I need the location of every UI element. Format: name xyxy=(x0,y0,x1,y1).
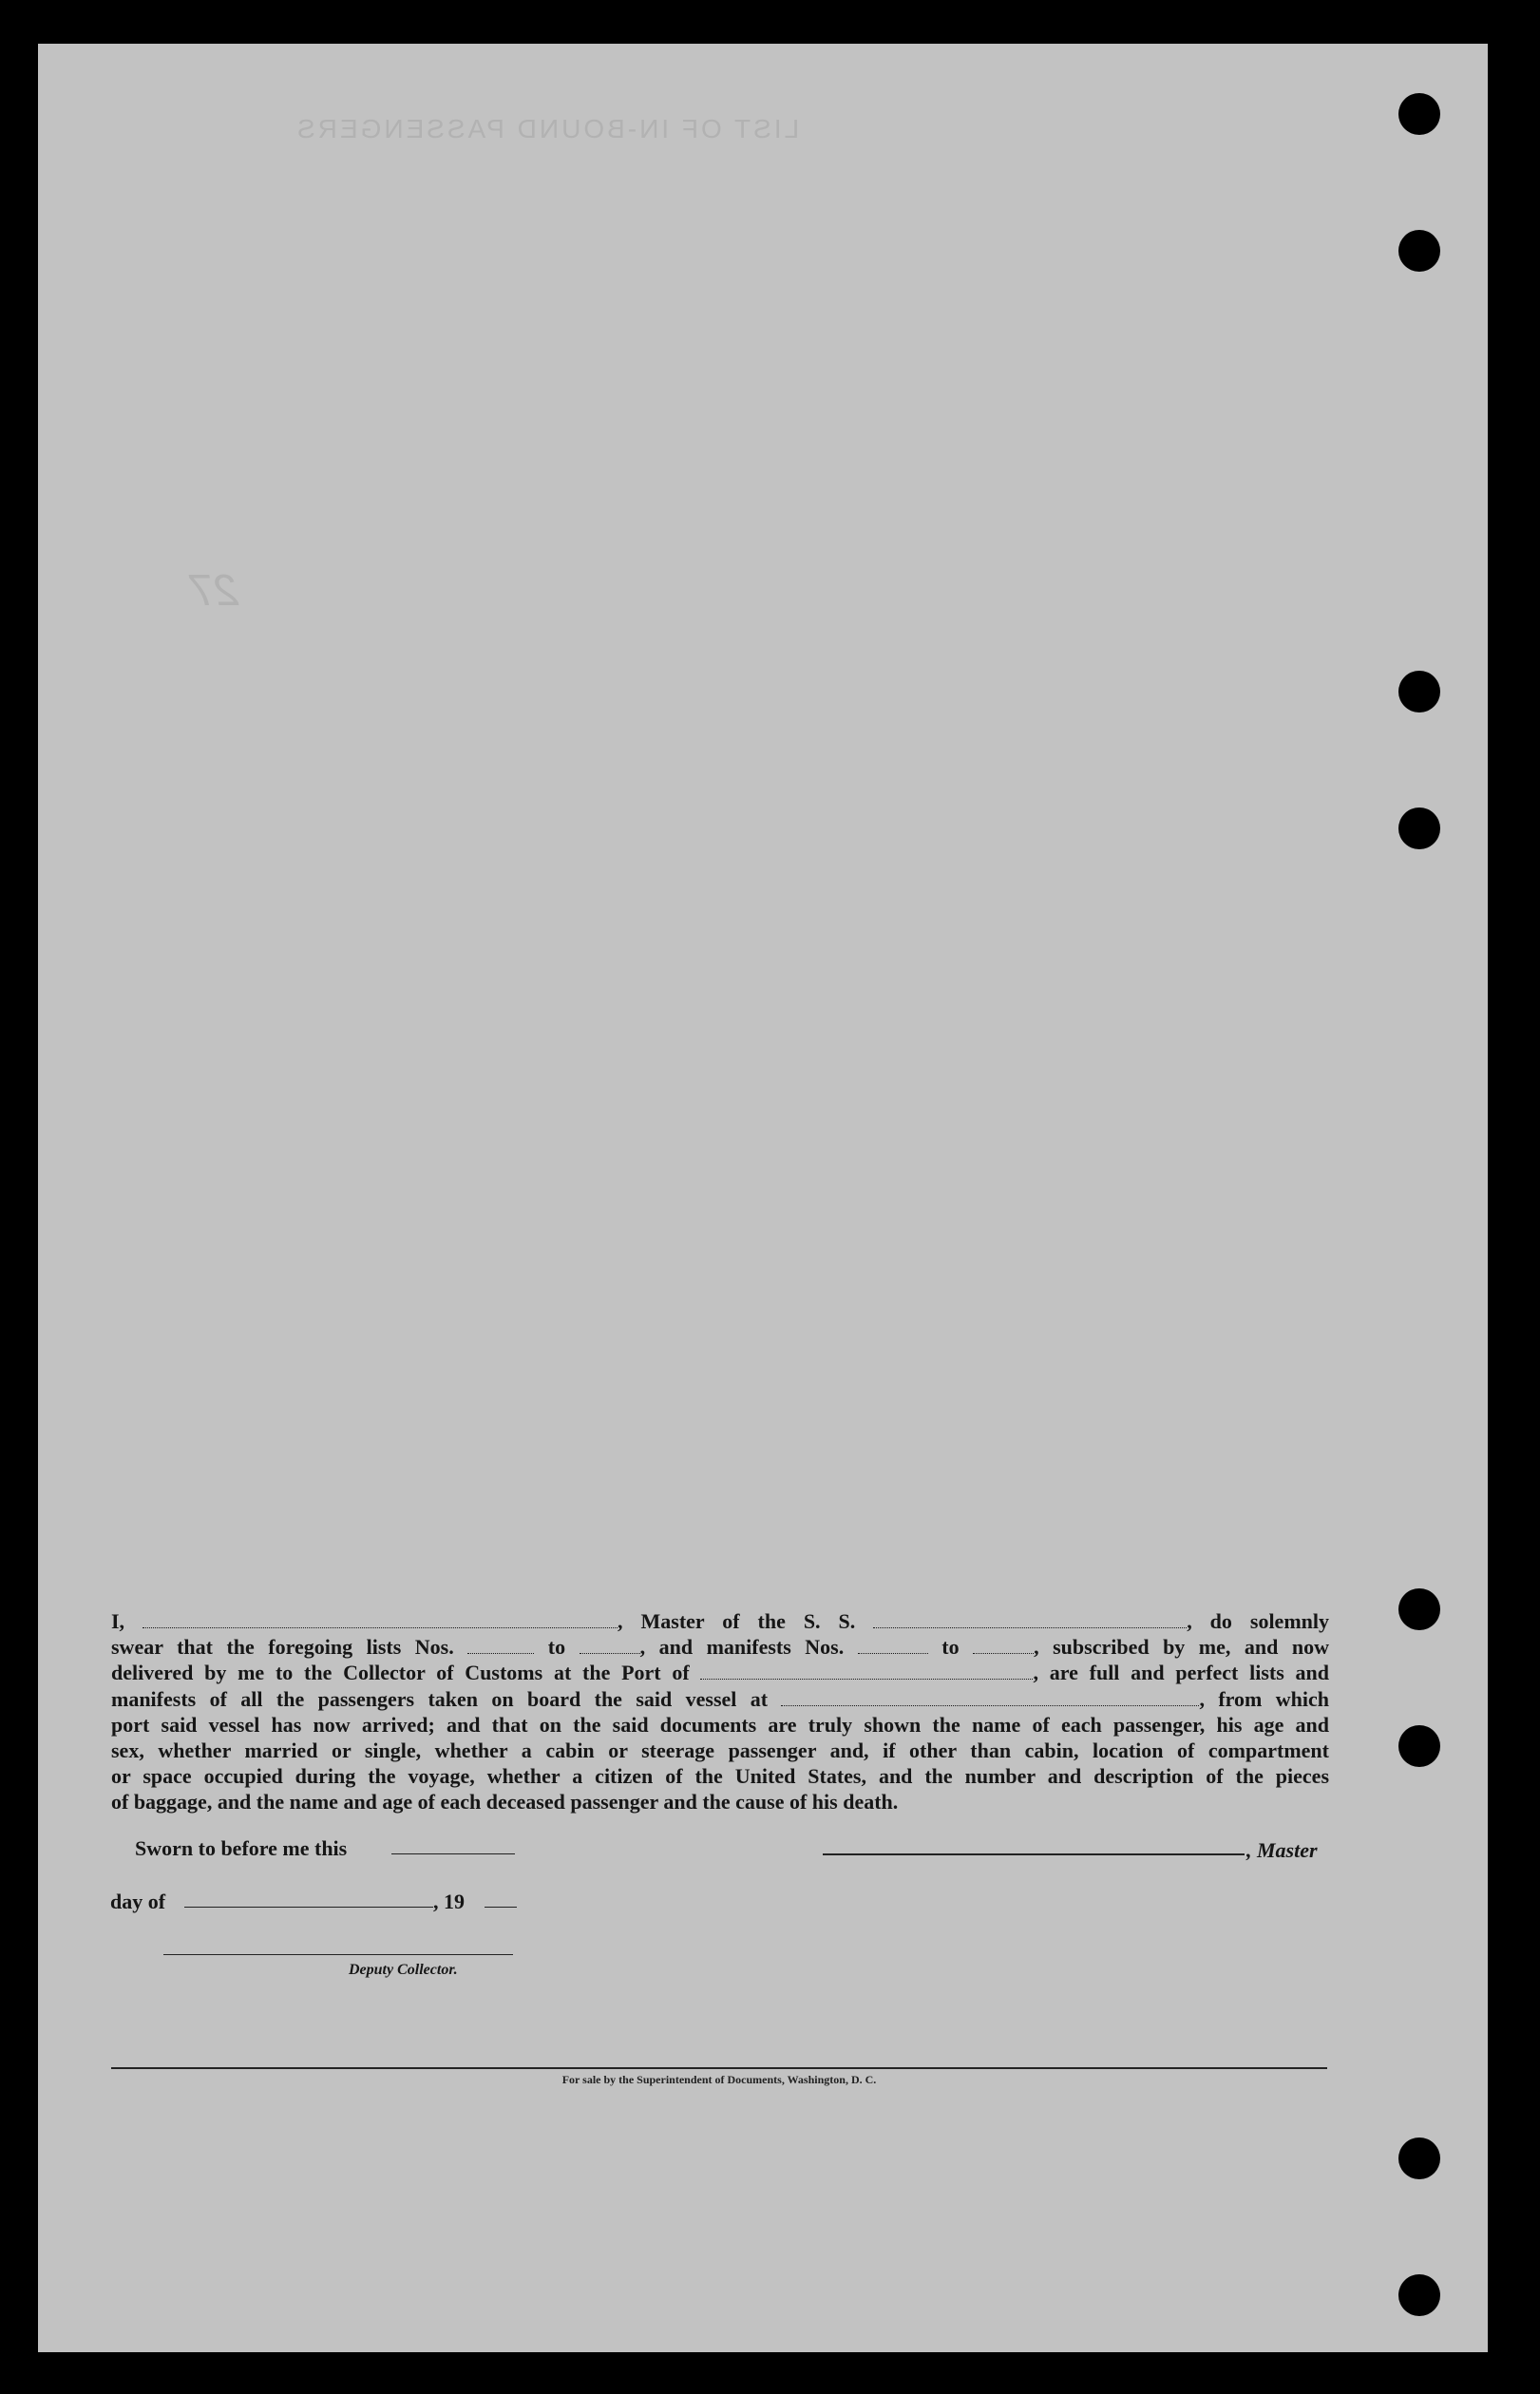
embarkation-blank xyxy=(781,1691,1199,1706)
oath-line-2: swear that the foregoing lists Nos. to , and manifests Nos. to , subscribed by me, and now xyxy=(111,1635,1330,1660)
punch-hole-1 xyxy=(1398,93,1440,135)
master-signature-line xyxy=(823,1853,1245,1855)
oath-line-4: manifests of all the passengers taken on board the said vessel at , from which xyxy=(111,1686,1329,1711)
vessel-name-blank xyxy=(873,1613,1187,1628)
document-page xyxy=(38,44,1488,2352)
year-line xyxy=(485,1907,517,1908)
year-label: , 19 xyxy=(433,1890,465,1913)
deputy-signature-line xyxy=(163,1954,513,1955)
oath-paragraph xyxy=(111,1608,1329,1815)
manifests-from-blank xyxy=(858,1639,928,1654)
month-line xyxy=(184,1907,433,1908)
deputy-collector-label: Deputy Collector. xyxy=(349,1962,458,1978)
punch-hole-2 xyxy=(1398,230,1440,272)
lists-from-blank xyxy=(467,1639,534,1654)
port-blank xyxy=(700,1664,1033,1680)
oath-line-5: port said vessel has now arrived; and that on the said documents are truly shown the name of each passenger, his age and xyxy=(111,1712,1329,1737)
master-label: , Master xyxy=(1246,1838,1318,1862)
footer-imprint: For sale by the Superintendent of Documents, Washington, D. C. xyxy=(561,2073,877,2086)
oath-line-8: of baggage, and the name and age of each deceased passenger and the cause of his death. xyxy=(111,1790,899,1814)
punch-hole-3 xyxy=(1398,671,1440,712)
oath-line-7: or space occupied during the voyage, whether a citizen of the United States, and the number and description of the pieces xyxy=(111,1764,1329,1789)
show-through-page-number: 27 xyxy=(190,565,239,615)
oath-line-1: I, , Master of the S. S. , do solemnly xyxy=(111,1609,1329,1633)
lists-to-blank xyxy=(580,1639,640,1654)
sworn-day-line xyxy=(391,1853,515,1854)
sworn-label: Sworn to before me this xyxy=(135,1836,348,1860)
punch-hole-7 xyxy=(1398,2138,1440,2179)
oath-line-6: sex, whether married or single, whether a cabin or steerage passenger and, if other than cabin, location of compartment xyxy=(111,1738,1329,1763)
manifests-to-blank xyxy=(973,1639,1034,1654)
punch-hole-4 xyxy=(1398,808,1440,849)
footer-rule xyxy=(111,2067,1327,2069)
punch-hole-5 xyxy=(1398,1588,1440,1630)
punch-hole-6 xyxy=(1398,1725,1440,1767)
master-name-blank xyxy=(143,1613,618,1628)
day-of-label: day of xyxy=(110,1890,166,1913)
punch-hole-8 xyxy=(1398,2274,1440,2316)
show-through-header: LIST OF IN-BOUND PASSENGERS xyxy=(295,114,800,143)
oath-line-3: delivered by me to the Collector of Customs at the Port of , are full and perfect lists and xyxy=(111,1661,1330,1685)
